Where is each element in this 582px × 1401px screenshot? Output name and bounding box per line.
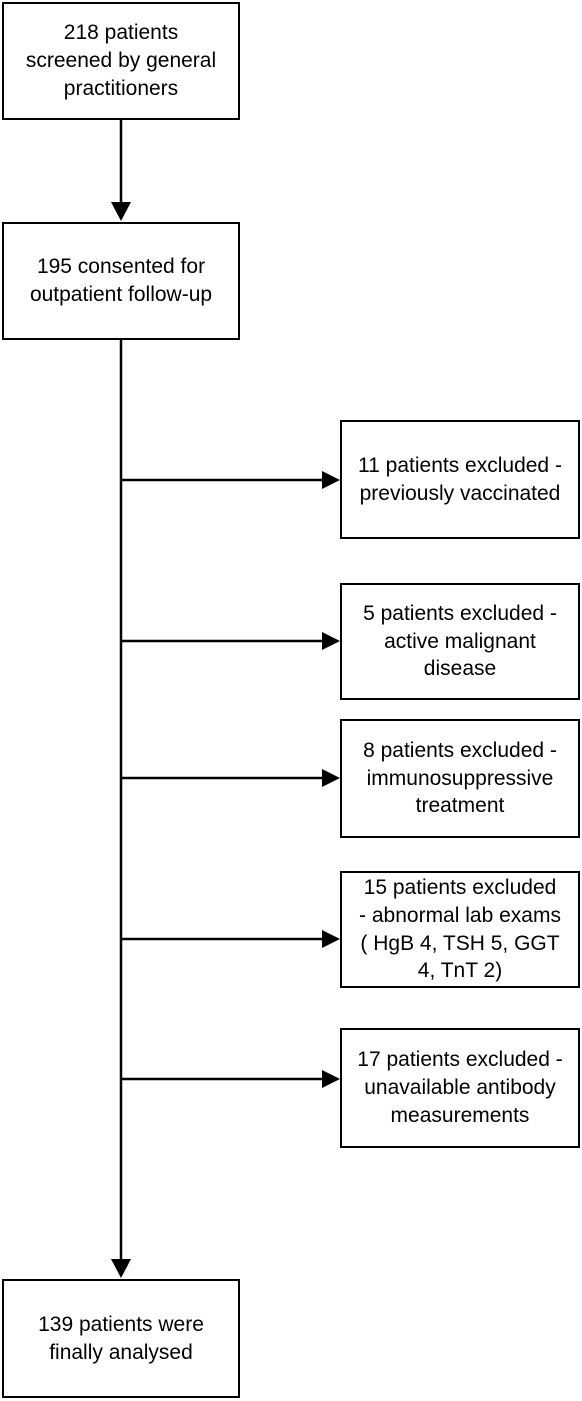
exclusion-box-previously-vaccinated — [340, 420, 580, 539]
arrowhead-to-exclusion-3 — [322, 769, 340, 787]
exclusion-text: 11 patients excluded - previously vaccinated — [358, 453, 562, 505]
exclusion-text: 5 patients excluded - active malignant disease — [363, 601, 557, 681]
exclusion-text: 17 patients excluded - unavailable antibody measurements — [357, 1048, 563, 1127]
exclusion-text: 8 patients excluded - immunosuppressive treatment — [363, 738, 557, 818]
arrowhead-to-exclusion-4 — [322, 930, 340, 948]
exclusion-box-immunosuppressive — [340, 719, 580, 838]
exclusion-text: 15 patients excluded - abnormal lab exams ( HgB 4, TSH 5, GGT 4, TnT 2) — [359, 876, 561, 983]
arrowhead-to-exclusion-2 — [322, 632, 340, 650]
arrowhead-to-final — [111, 1259, 131, 1278]
arrowhead-to-consented — [111, 202, 131, 221]
screened-text: 218 patients screened by general practitioners — [25, 21, 217, 100]
arrowhead-to-exclusion-1 — [322, 471, 340, 489]
consented-text: 195 consented for outpatient follow-up — [29, 255, 213, 306]
exclusion-box-malignant-disease — [340, 583, 580, 700]
final-analysed-box — [2, 1279, 240, 1398]
arrowhead-to-exclusion-5 — [322, 1070, 340, 1088]
exclusion-box-abnormal-labs — [340, 871, 580, 988]
consented-box — [2, 222, 240, 340]
screened-box — [2, 2, 240, 120]
final-text: 139 patients were finally analysed — [38, 1312, 204, 1364]
exclusion-box-antibody-measurements — [340, 1028, 580, 1148]
